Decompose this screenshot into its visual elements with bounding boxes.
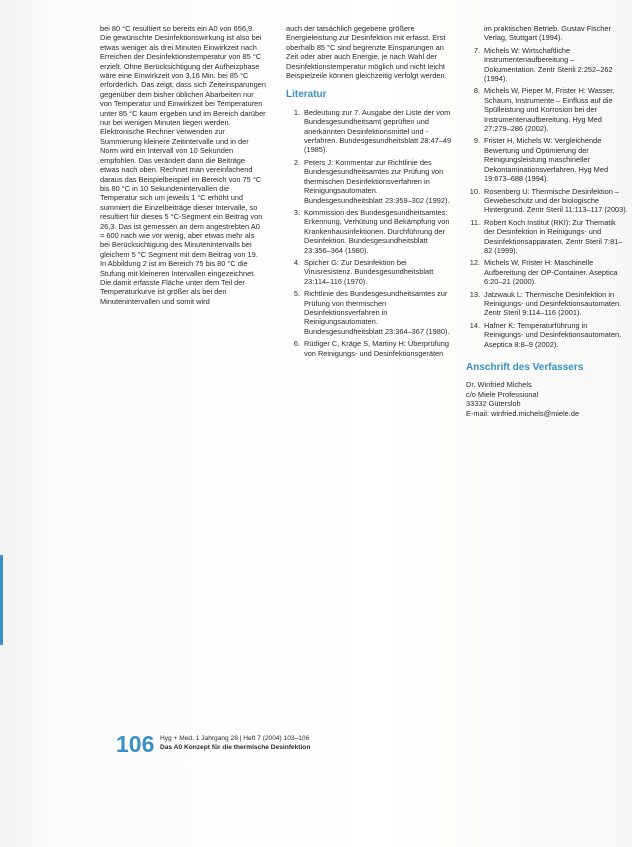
reference-number: 4. xyxy=(293,257,300,267)
reference-item xyxy=(286,289,452,336)
reference-item xyxy=(466,24,628,43)
reference-text: Bedeutung zur 7. Ausgabe der Liste der vom Bundesgesundheitsamt geprüften und anerkannten Desinfektionsmittel und -verfahren. Bundesgesundheitsblatt 28:47–49 (1985). xyxy=(304,107,452,155)
left-edge-accent xyxy=(0,555,3,645)
reference-text: Hafner K: Temperaturführung in Reinigungs- und Desinfektionsautomaten. Aseptica 8:8–9 (2002). xyxy=(484,320,622,349)
reference-text: Rüdiger C, Kräge S, Martiny H: Überprüfung von Reinigungs- und Desinfektionsgeräten xyxy=(304,339,450,358)
reference-item xyxy=(286,339,452,358)
reference-item xyxy=(286,158,452,205)
address-line: Dr. Winfried Michels xyxy=(466,380,532,390)
reference-item xyxy=(466,258,628,286)
running-title: Das A0 Konzept für die thermische Desinfektion xyxy=(160,743,311,751)
journal-citation: Hyg + Med, 1 Jahrgang 28 | Heft 7 (2004) 103–106 xyxy=(160,735,310,742)
reference-number: 7. xyxy=(473,45,480,55)
reference-text: Michels W, Frister H: Maschinelle Aufbereitung der OP-Container. Aseptica 6:20–21 (2000). xyxy=(484,258,618,287)
reference-item xyxy=(466,86,628,133)
reference-text: Richtlinie des Bundesgesundheitsamtes zur Prüfung von thermischen Desinfektionsverfahren in Reinigungsautomaten. Bundesgesundheitsblatt 23:364–367 (1980). xyxy=(304,289,450,336)
reference-text: Peters J: Kommentar zur Richtlinie des Bundesgesundheitsamtes zur Prüfung von thermischen Desinfektionsverfahren in Reinigungsautomaten. Bundesgesundheitsblatt 23:359–302 (1992). xyxy=(304,157,450,205)
reference-text: Robert Koch Institut (RKI): Zur Thematik der Desinfektion in Reinigungs- und Desinfektionsapparaten. Zentr Steril 7:81–82 (1999). xyxy=(484,217,623,255)
reference-item xyxy=(286,208,452,255)
reference-number: 6. xyxy=(293,339,300,349)
reference-item xyxy=(466,46,628,84)
reference-item xyxy=(466,290,628,318)
address-line: 33332 Gütersloh xyxy=(466,399,521,409)
reference-text: Spicher G: Zur Desinfektion bei Virusresistenz. Bundesgesundheitsblatt 23:114–116 (1970). xyxy=(304,257,434,286)
reference-number: 2. xyxy=(293,157,300,167)
paragraph: Elektronische Rechner verwenden zur Summierung kleinere Zeitintervalle und in der Norm wird ein Intervall von 10 Sekunden empfohlen. Das verändert dann die Beiträge etwas nach oben. Rechnet man vereinfachend daraus das Beispielbeispiel im Bereich von 75 °C bis 80 °C in 10 Sekundenintervallen die Temperatur sich um jeweils 1 °C erhöht und summiert die Einzelbeiträge dieser Intervalle, so resultiert für dieses 5 °C-Segment ein Beitrag von 26,3. Das ist gemessen an dem angestrebten A0 = 600 nach wie vor wenig, aber etwas mehr als bei Berücksichtigung des Minutenintervalls bei gleichem 5 °C Segment mit dem Beitrag von 19. In Abbildung 2 ist im Bereich 75 bis 80 °C die Stufung mit kleineren Intervallen eingezeichnet. Die damit erfasste Fläche unter dem Teil der Temperaturkurve ist größer als bei den Minutenintervallen und somit wird xyxy=(100,127,263,306)
reference-text: Rosenberg U: Thermische Desinfektion – Gewebeschutz und der biologische Hintergrund. Zentr Steril 11:113–117 (2003). xyxy=(484,186,628,215)
column-1 xyxy=(100,24,266,306)
author-address xyxy=(466,380,628,418)
footer-info xyxy=(160,735,420,752)
reference-number: 9. xyxy=(473,136,480,146)
reference-text: Kommission des Bundesgesundheitsamtes: Erkennung, Verhütung und Bekämpfung von Krankenhausinfektionen. Durchführung der Desinfektion. Bundesgesundheitsblatt 23:356–364 (1980). xyxy=(304,207,450,255)
column-2 xyxy=(286,24,452,361)
reference-item xyxy=(466,187,628,215)
reference-item xyxy=(286,258,452,286)
reference-number: 10. xyxy=(469,186,480,196)
reference-list-continued xyxy=(466,24,628,349)
reference-number: 12. xyxy=(469,258,480,268)
reference-number: 5. xyxy=(293,289,300,299)
page-number: 106 xyxy=(116,731,155,757)
reference-item xyxy=(466,218,628,256)
reference-number: 13. xyxy=(469,289,480,299)
reference-number: 11. xyxy=(470,217,480,227)
paragraph: auch der tatsächlich gegebene größere Energieleistung zur Desinfektion mit erfasst. Erst oberhalb 85 °C sind begrenzte Einsparungen an Zeit oder aber auch Energie, je nach Wahl der Desinfektionstemperatur möglich und nicht leicht Beispielzeile können gleichzeitig verfolgt werden. xyxy=(286,24,447,81)
reference-number: 14. xyxy=(469,320,480,330)
section-heading-address: Anschrift des Verfassers xyxy=(466,362,584,373)
reference-text: Frister H, Michels W: Vergleichende Bewertung und Optimierung der Reinigungsleistung maschineller Dekontaminationsverfahren. Hyg Med 19:673–688 (1994). xyxy=(484,136,609,184)
reference-number: 8. xyxy=(473,86,480,96)
reference-number: 3. xyxy=(293,207,300,217)
reference-item xyxy=(466,321,628,349)
reference-text: im praktischen Betrieb. Gustav Fischer Verlag, Stuttgart (1994). xyxy=(484,24,611,43)
address-line: c/o Miele Professional xyxy=(466,389,539,399)
reference-list xyxy=(286,108,452,358)
reference-text: Michels W: Wirtschaftliche Instrumentenaufbereitung – Dokumentation. Zentr Sterili 2:252–262 (1994). xyxy=(484,45,613,84)
reference-number: 1. xyxy=(293,107,300,117)
reference-item xyxy=(286,108,452,155)
paragraph: bei 80 °C resultiert so bereits ein A0 von 656,9. Die gewünschte Desinfektionswirkung ist also bei etwas weniger als drei Minuten Einwirkzeit nach Erreichen der Desinfektionstemperatur von 85 °C erzielt. Ohne Berücksichtigung der Aufheizphase wäre eine Einwirkzeit von 3,16 Min. bei 85 °C erforderlich. Das zeigt, dass sich Zeiteinsparungen gegenüber dem bisher üblichen Abarbeiten nur von Temperatur und Einwirkzeit bei Temperaturen unter 85 °C kaum ergeben und im Bereich darüber nur bei wenigen Minuten liegen werden. xyxy=(100,24,266,128)
reference-text: Michels W, Pieper M, Frister H: Wasser, Schaum, Instrumente – Einfluss auf die Spülleistung und Korrosion bei der Instrumentenaufbereitung. Hyg Med 27:279–286 (2002). xyxy=(484,86,615,134)
section-heading-literatur: Literatur xyxy=(286,89,327,101)
reference-item xyxy=(466,136,628,183)
column-3 xyxy=(466,24,628,418)
reference-text: Jatzwauk L: Thermische Desinfektion in Reinigungs- und Desinfektionsautomaten. Zentr Steril 9:114–116 (2001). xyxy=(484,289,622,318)
address-email: E-mail: winfried.michels@miele.de xyxy=(466,408,580,418)
